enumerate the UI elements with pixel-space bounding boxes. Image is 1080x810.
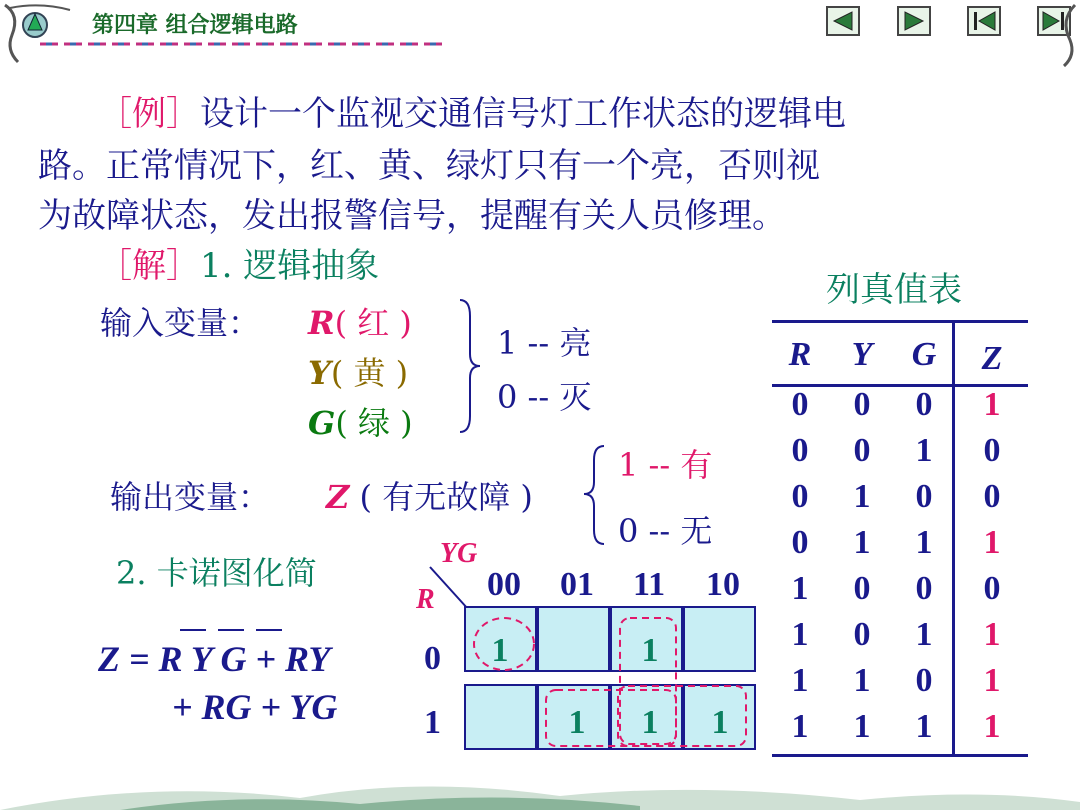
kmap-col-var: YG: [440, 538, 478, 569]
problem-line-2: 路。正常情况下，红、黄、绿灯只有一个亮，否则视: [38, 146, 820, 186]
truth-table-output-cell: 1: [983, 524, 1001, 561]
table-bottom-rule: [772, 754, 1028, 757]
first-page-icon: [969, 8, 999, 34]
header-z: Z: [981, 340, 1003, 377]
var-g: G: [308, 404, 336, 442]
truth-table-input-cell: 1: [915, 616, 933, 653]
corner-ornament-left: [0, 0, 90, 70]
input-y: [308, 348, 408, 394]
truth-table-input-cell: 0: [915, 386, 933, 423]
group-loop-ry: [618, 686, 746, 746]
kmap-col-label-01: 01: [560, 566, 594, 603]
input-off: 0 -- 灭: [497, 378, 592, 416]
var-g-name: ( 绿 ): [335, 404, 413, 442]
footer-landscape: [0, 770, 1080, 810]
kmap-value: 1: [491, 632, 509, 669]
problem-text-1: 设计一个监视交通信号灯工作状态的逻辑电: [200, 94, 846, 134]
output-brace: [578, 442, 608, 548]
triangle-left-icon: [828, 8, 858, 34]
kmap-value: 1: [568, 704, 586, 741]
kmap-value: 1: [641, 632, 659, 669]
problem-line-1: [38, 86, 846, 135]
header-r: R: [788, 336, 812, 373]
truth-table-input-cell: 1: [915, 524, 933, 561]
truth-table-input-cell: 1: [915, 432, 933, 469]
header-y: Y: [851, 336, 873, 373]
kmap-col-label-10: 10: [706, 566, 740, 603]
truth-table-input-cell: 1: [853, 662, 871, 699]
output-no: 0 -- 无: [618, 512, 713, 550]
truth-table-input-cell: 0: [791, 524, 809, 561]
input-r: [308, 298, 412, 344]
output-yes: 1 -- 有: [618, 446, 713, 484]
truth-table-output-cell: 1: [983, 662, 1001, 699]
step2-label: 2. 卡诺图化简: [116, 554, 317, 592]
truth-table-input-cell: 0: [853, 386, 871, 423]
equation-overlines: [176, 626, 296, 634]
kmap-row-var: R: [416, 584, 435, 615]
var-r-name: ( 红 ): [334, 304, 412, 342]
var-z: Z: [326, 478, 350, 516]
example-tag: ［例］: [98, 94, 200, 134]
kmap-groupings: [464, 606, 764, 756]
kmap-row-label-1: 1: [424, 704, 441, 741]
truth-table-input-cell: 1: [791, 708, 809, 745]
truth-table-input-cell: 1: [791, 570, 809, 607]
var-z-name: ( 有无故障 ): [359, 478, 533, 516]
kmap-value: 1: [641, 704, 659, 741]
kmap-col-label-00: 00: [487, 566, 521, 603]
truth-table-output-cell: 0: [983, 570, 1001, 607]
input-brace: [456, 296, 486, 436]
truth-table-title: 列真值表: [826, 270, 962, 310]
group-loop-yg: [620, 618, 676, 744]
truth-table-input-cell: 1: [853, 524, 871, 561]
truth-table-output-cell: 1: [983, 616, 1001, 653]
triangle-right-icon: [899, 8, 929, 34]
header-g: G: [911, 336, 937, 373]
next-button[interactable]: [897, 6, 931, 36]
first-button[interactable]: [967, 6, 1001, 36]
var-r: R: [308, 304, 335, 342]
truth-table-input-cell: 0: [853, 432, 871, 469]
truth-table-input-cell: 1: [915, 708, 933, 745]
truth-table-output-cell: 1: [983, 708, 1001, 745]
problem-line-3: 为故障状态，发出报警信号，提醒有关人员修理。: [38, 196, 786, 236]
truth-table-input-cell: 0: [791, 478, 809, 515]
group-loop-rbar-ybar-gbar: [474, 618, 534, 670]
table-top-rule: [772, 320, 1028, 323]
kmap-value: 1: [711, 704, 729, 741]
chapter-title: 第四章 组合逻辑电路: [92, 13, 298, 38]
truth-table-output-cell: 1: [983, 386, 1001, 423]
solution-heading: [98, 238, 379, 287]
table-column-divider: [952, 320, 955, 756]
input-on: 1 -- 亮: [497, 324, 592, 362]
kmap-col-label-11: 11: [633, 566, 666, 603]
input-g: [308, 398, 413, 444]
var-y: Y: [308, 354, 331, 392]
output-label: 输出变量：: [110, 478, 271, 516]
truth-table-output-cell: 0: [983, 432, 1001, 469]
corner-ornament-right: [1000, 0, 1080, 70]
equation-line-1: Z = R Y G + RY: [98, 639, 331, 679]
output-var: [326, 472, 533, 518]
truth-table-input-cell: 1: [791, 616, 809, 653]
truth-table-input-cell: 1: [791, 662, 809, 699]
truth-table-input-cell: 1: [853, 478, 871, 515]
step1-label: 1. 逻辑抽象: [200, 246, 380, 286]
truth-table-input-cell: 0: [915, 662, 933, 699]
input-label: 输入变量：: [100, 304, 261, 342]
truth-table-input-cell: 1: [853, 708, 871, 745]
truth-table-input-cell: 0: [791, 386, 809, 423]
truth-table-input-cell: 0: [915, 478, 933, 515]
solution-tag: ［解］: [98, 246, 200, 286]
group-loop-rg: [546, 690, 676, 746]
truth-table-input-cell: 0: [853, 616, 871, 653]
kmap-row-label-0: 0: [424, 640, 441, 677]
previous-button[interactable]: [826, 6, 860, 36]
dotted-divider: [40, 40, 450, 48]
var-y-name: ( 黄 ): [330, 354, 409, 392]
truth-table-input-cell: 0: [853, 570, 871, 607]
truth-table-input-cell: 0: [915, 570, 933, 607]
truth-table-output-cell: 0: [983, 478, 1001, 515]
truth-table-input-cell: 0: [791, 432, 809, 469]
equation-line-2: + RG + YG: [172, 687, 338, 727]
